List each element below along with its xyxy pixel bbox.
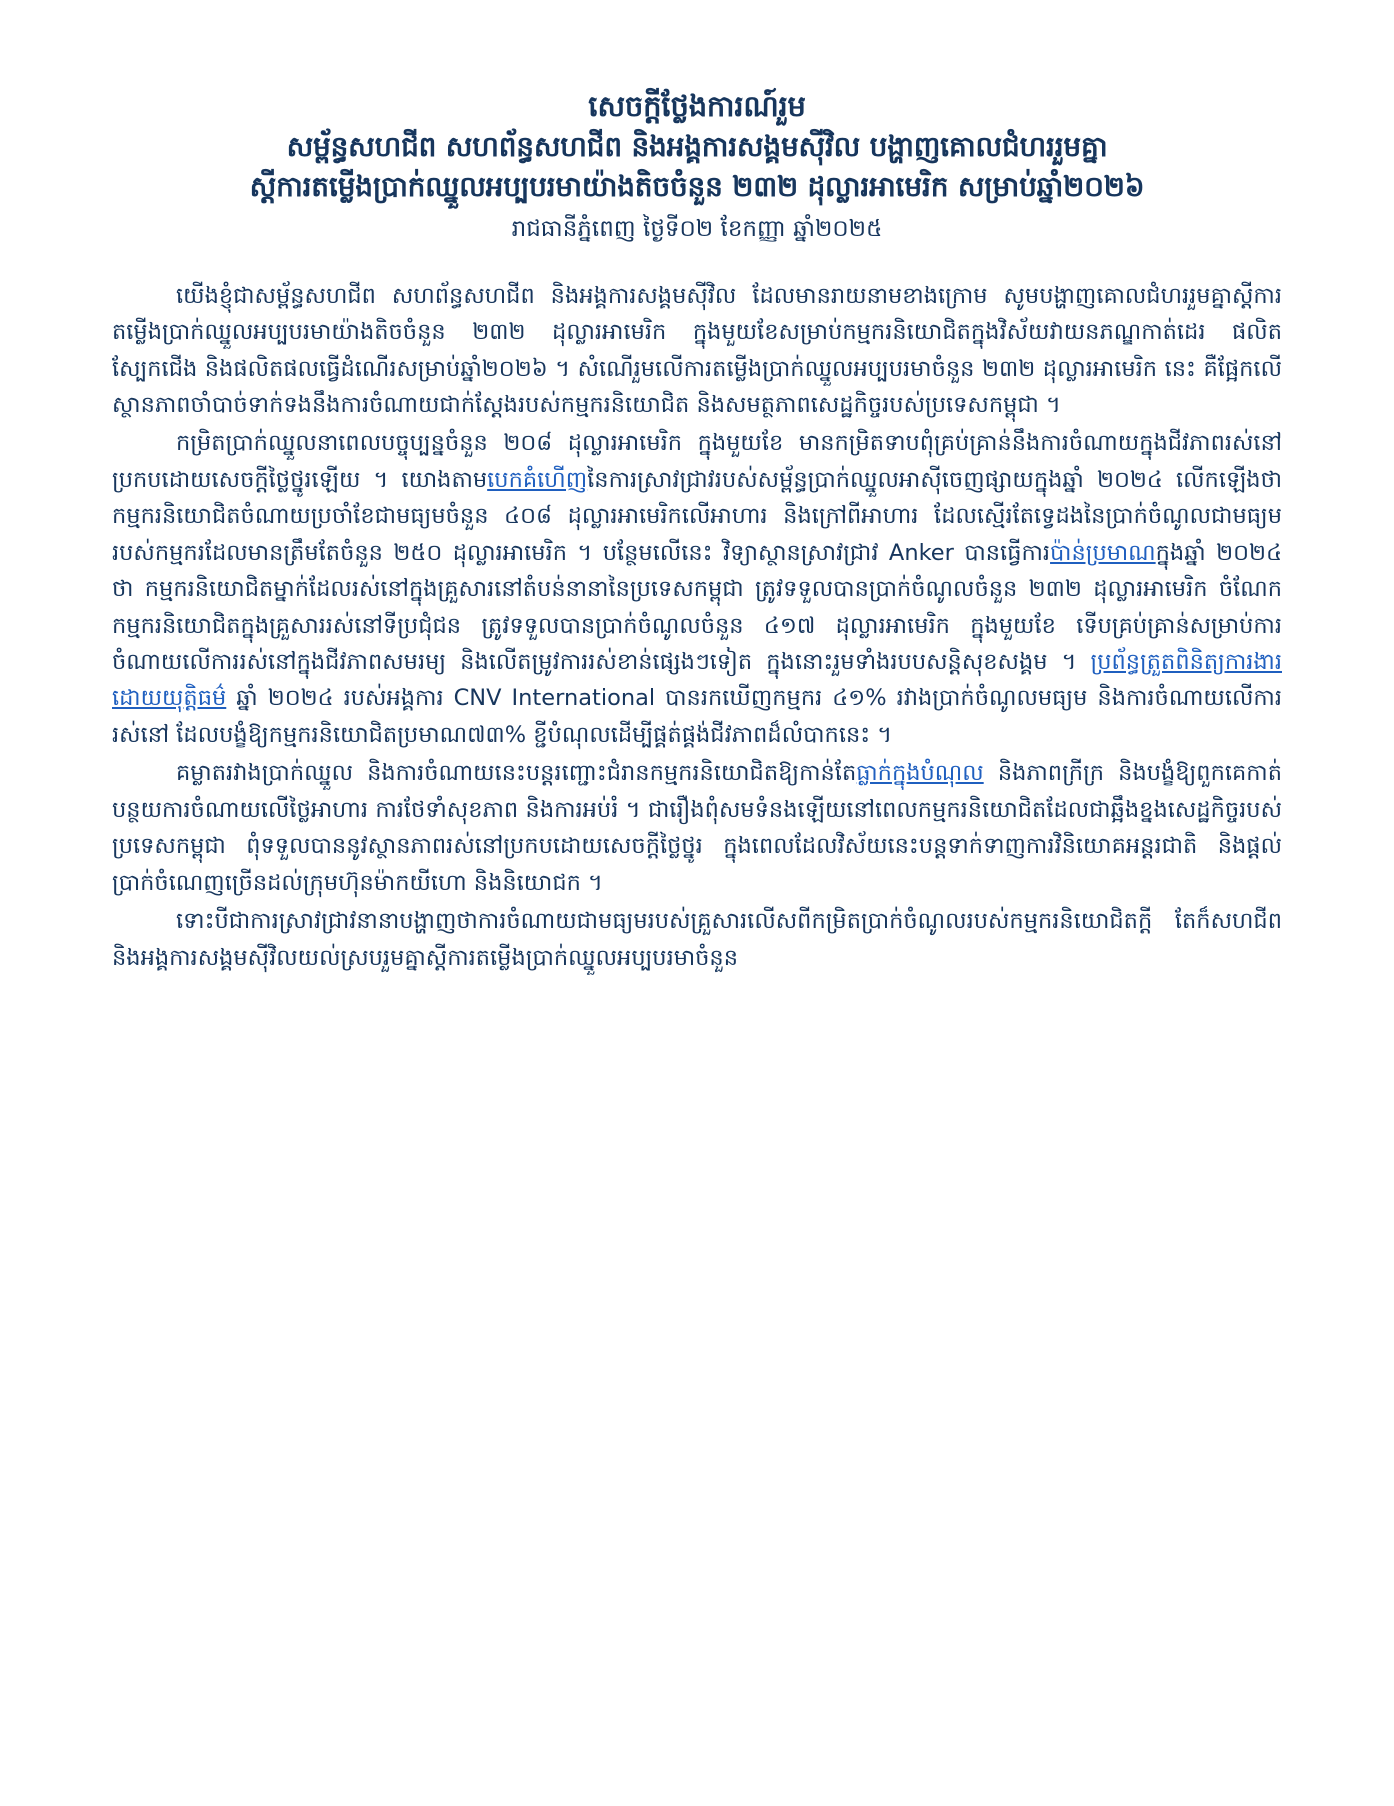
title-line-3: ស្តីការតម្លើងប្រាក់ឈ្នួលអប្បបរមាយ៉ាងតិចចំនួន ២៣២ ដុល្លារអាមេរិក សម្រាប់ឆ្នាំ២០២៦: [249, 169, 1145, 203]
inline-link[interactable]: ធ្លាក់ក្នុងបំណុល: [856, 760, 984, 787]
paragraph-3: [112, 755, 1282, 901]
paragraph-text: គម្លាតរវាងប្រាក់ឈ្នួល និងការចំណាយនេះបន្តរញ្ជោះជំរានកម្មករនិយោជិតឱ្យកាន់តែ: [176, 760, 857, 787]
paragraph-text: នៃការស្រាវជ្រាវរបស់សម្ព័ន្ធប្រាក់ឈ្នួលអាស៊ីចេញផ្សាយក្នុងឆ្នាំ ២០២៤ លើកឡើងថា កម្មករនិយោជិតចំណាយប្រចាំខែជាមធ្យមចំនួន ៤០៨ ដុល្លារអាមេរិកលើអាហារ និងក្រៅពីអាហារ ដែលស្មើរតែទ្វេដងនៃប្រាក់ចំណូលជាមធ្យមរបស់កម្មករដែលមានត្រឹមតែចំនួន ២៥០ ដុល្លារអាមេរិក ។ បន្ថែមលើនេះ វិទ្យាស្ថានស្រាវជ្រាវ Anker បានធ្វើការ: [112, 466, 1282, 566]
paragraph-text: កម្រិតប្រាក់ឈ្នួលនាពេលបច្ចុប្បន្នចំនួន ២០៨ ដុល្លារអាមេរិក ក្នុងមួយខែ មានកម្រិតទាបពុំគ្រប់គ្រាន់នឹងការចំណាយក្នុងជីវភាពរស់នៅប្រកបដោយសេចក្តីថ្លៃថ្នូរឡើយ ។ យោងតាម: [112, 430, 1282, 493]
paragraph-text: ឆ្នាំ ២០២៤ របស់អង្គការ CNV International បានរកឃើញកម្មករ ៤១% រវាងប្រាក់ចំណូលមធ្យម និងការចំណាយលើការរស់នៅ ដែលបង្ខំឱ្យកម្មករនិយោជិតប្រមាណ៧៣% ខ្ជីបំណុលដើម្បីផ្គត់ផ្គង់ជីវភាពដ៏លំបាកនេះ ។: [112, 685, 1282, 748]
paragraph-1: [112, 278, 1282, 424]
document-body: [112, 278, 1282, 976]
document-title: [112, 86, 1282, 207]
inline-link[interactable]: ប៉ាន់ប្រមាណ: [1050, 539, 1156, 566]
title-line-1: សេចក្តីថ្លែងការណ៍រួម: [588, 89, 806, 123]
paragraph-text: យើងខ្ញុំជាសម្ព័ន្ធសហជីព សហព័ន្ធសហជីព និងអង្គការសង្គមស៊ីវិល ដែលមានរាយនាមខាងក្រោម សូមបង្ហាញគោលជំហររួមគ្នាស្តីការតម្លើងប្រាក់ឈ្នួលអប្បបរមាយ៉ាងតិចចំនួន ២៣២ ដុល្លារអាមេរិក ក្នុងមួយខែសម្រាប់កម្មករនិយោជិតក្នុងវិស័យវាយនភណ្ឌកាត់ដេរ ផលិតស្បែកជើង និងផលិតផលធ្វើដំណើរសម្រាប់ឆ្នាំ២០២៦ ។ សំណើរួមលើការតម្លើងប្រាក់ឈ្នួលអប្បបរមាចំនួន ២៣២ ដុល្លារអាមេរិក នេះ គឺផ្អែកលើស្ថានភាពចាំបាច់ទាក់ទងនឹងការចំណាយជាក់ស្តែងរបស់កម្មករនិយោជិត និងសមត្ថភាពសេដ្ឋកិច្ចរបស់ប្រទេសកម្ពុជា ។: [112, 282, 1282, 418]
document-date-line: រាជធានីភ្នំពេញ ថ្ងៃទី០២ ខែកញ្ញា ឆ្នាំ២០២៥: [511, 215, 883, 242]
paragraph-2: [112, 425, 1282, 753]
inline-link[interactable]: បេកគំហើញ: [487, 466, 588, 493]
paragraph-text: ទោះបីជាការស្រាវជ្រាវនានាបង្ហាញថាការចំណាយជាមធ្យមរបស់គ្រួសារលើសពីកម្រិតប្រាក់ចំណូលរបស់កម្មករនិយោជិតក្តី តែក៏សហជីព និងអង្គការសង្គមស៊ីវិលយល់ស្របរួមគ្នាស្តីការតម្លើងប្រាក់ឈ្នួលអប្បបរមាចំនួន: [112, 908, 1282, 971]
paragraph-4: [112, 903, 1282, 976]
title-line-2: សម្ព័ន្ធសហជីព សហព័ន្ធសហជីព និងអង្គការសង្គមស៊ីវិល បង្ហាញគោលជំហររួមគ្នា: [286, 130, 1108, 164]
inline-link[interactable]: ប្រព័ន្ធត្រួតពិនិត្យការងារដោយយុត្តិធម៌: [112, 649, 1282, 712]
paragraph-text: និងភាពក្រីក្រ និងបង្ខំឱ្យពួកគេកាត់បន្ថយការចំណាយលើថ្លៃអាហារ ការថែទាំសុខភាព និងការអប់រំ ។ ជារឿងពុំសមទំនងឡើយនៅពេលកម្មករនិយោជិតដែលជាឆ្អឹងខ្នងសេដ្ឋកិច្ចរបស់ប្រទេសកម្ពុជា ពុំទទួលបាននូវស្ថានភាពរស់នៅប្រកបដោយសេចក្តីថ្លៃថ្នូរ ក្នុងពេលដែលវិស័យនេះបន្តទាក់ទាញការវិនិយោគអន្តរជាតិ និងផ្តល់ប្រាក់ចំណេញច្រើនដល់ក្រុមហ៊ុនម៉ាកយីហោ និងនិយោជក ។: [112, 760, 1282, 896]
paragraph-text: ក្នុងឆ្នាំ ២០២៤ ថា កម្មករនិយោជិតម្នាក់ដែលរស់នៅក្នុងគ្រួសារនៅតំបន់នានានៃប្រទេសកម្ពុជា ត្រូវទទួលបានប្រាក់ចំណូលចំនួន ២៣២ ដុល្លារអាមេរិក ចំណែកកម្មករនិយោជិតក្នុងគ្រួសាររស់នៅទីប្រជុំជន ត្រូវទទួលបានប្រាក់ចំណូលចំនួន ៤១៧ ដុល្លារអាមេរិក ក្នុងមួយខែ ទើបគ្រប់គ្រាន់សម្រាប់ការចំណាយលើការរស់នៅក្នុងជីវភាពសមរម្យ និងលើតម្រូវការរស់ខាន់ផ្សេងៗទៀត ក្នុងនោះរួមទាំងរបបសន្តិសុខសង្គម ។: [112, 539, 1282, 676]
